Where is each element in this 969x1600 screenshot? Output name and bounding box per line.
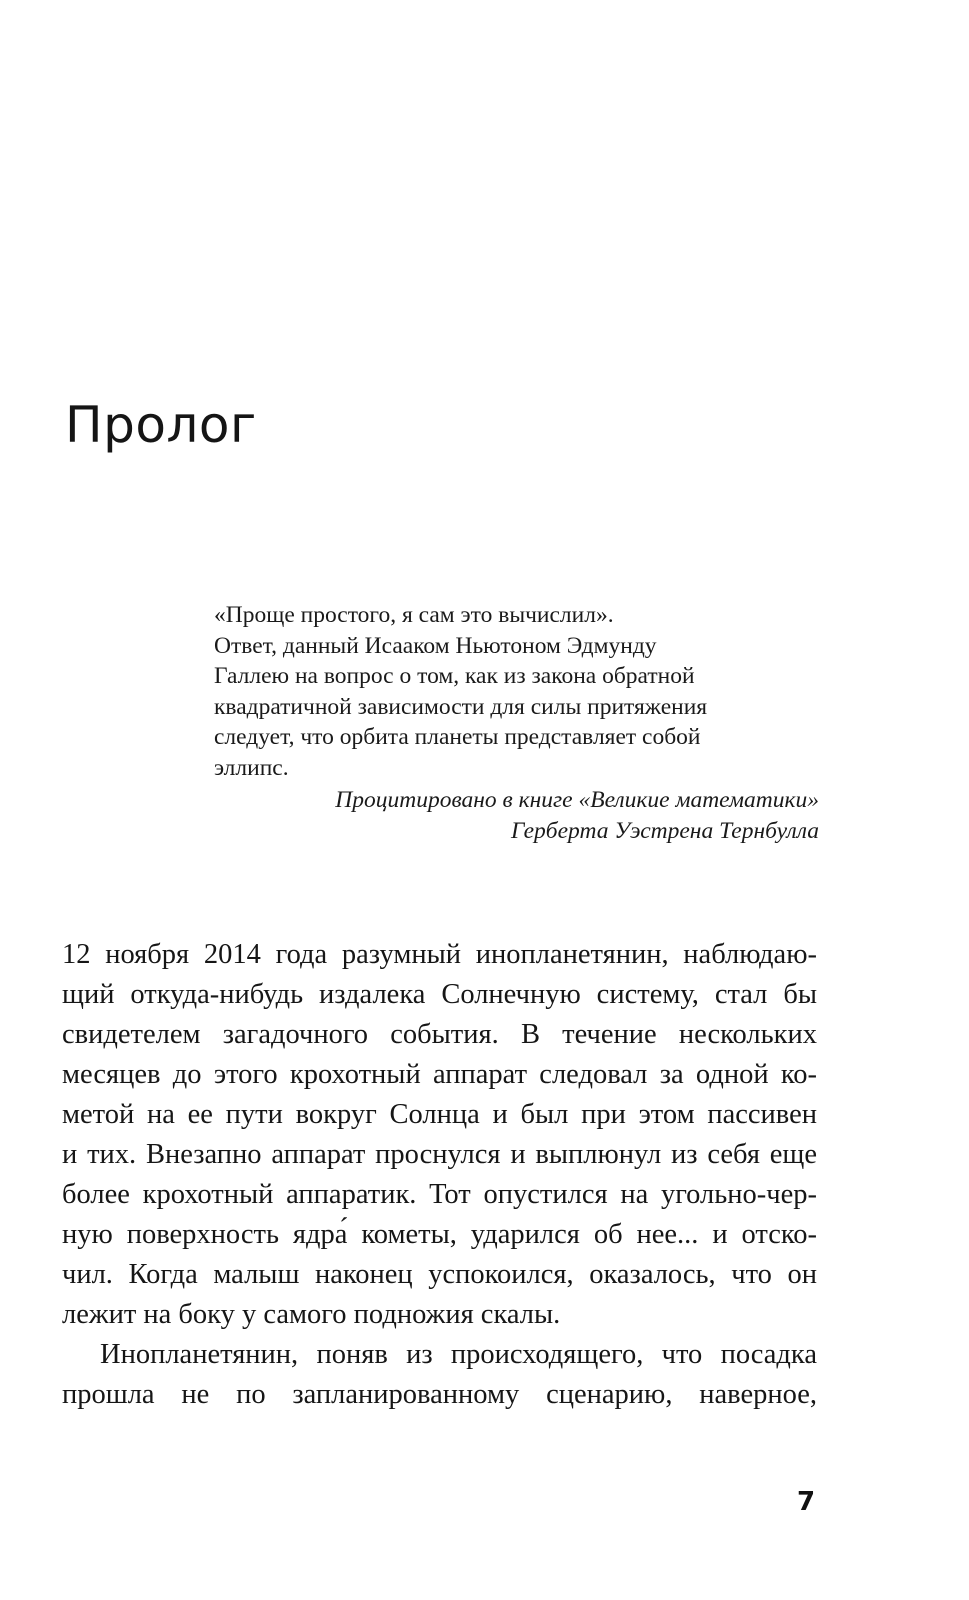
text-line: более крохотный аппаратик. Тот опустился на угольно-чер-	[62, 1179, 817, 1210]
paragraph	[62, 1335, 817, 1415]
text-line: чил. Когда малыш наконец успокоился, оказалось, что он	[62, 1259, 817, 1290]
text-line: ную поверхность ядра́ кометы, ударился об нее... и отско-	[62, 1219, 817, 1250]
text-line: метой на ее пути вокруг Солнца и был при этом пассивен	[62, 1099, 817, 1130]
epigraph-attribution	[214, 785, 819, 846]
epigraph-line: квадратичной зависимости для силы притяжения	[214, 693, 708, 720]
text-line: свидетелем загадочного события. В течение нескольких	[62, 1019, 817, 1050]
epigraph-line: Галлею на вопрос о том, как из закона обратной	[214, 663, 695, 689]
epigraph-line: следует, что орбита планеты представляет собой	[214, 724, 701, 750]
page-number: 7	[797, 1487, 816, 1517]
text-line: лежит на боку у самого подножия скалы.	[62, 1299, 561, 1330]
chapter-title: Пролог	[65, 396, 257, 454]
attribution-line: Герберта Уэстрена Тернбулла	[510, 817, 819, 844]
epigraph	[214, 600, 819, 846]
epigraph-line: эллипс.	[214, 754, 289, 781]
text-line: прошла не по запланированному сценарию, наверное,	[62, 1379, 817, 1410]
text-line: месяцев до этого крохотный аппарат следовал за одной ко-	[62, 1059, 817, 1090]
epigraph-line: Ответ, данный Исааком Ньютоном Эдмунду	[214, 632, 657, 659]
text-line: Инопланетянин, поняв из происходящего, что посадка	[100, 1339, 817, 1370]
epigraph-quote	[214, 600, 819, 783]
epigraph-line: «Проще простого, я сам это вычислил».	[214, 602, 614, 628]
body-text	[62, 935, 817, 1415]
attribution-line: Процитировано в книге «Великие математики»	[335, 787, 819, 813]
text-line: 12 ноября 2014 года разумный инопланетянин, наблюдаю-	[62, 939, 817, 970]
text-line: щий откуда-нибудь издалека Солнечную систему, стал бы	[62, 979, 817, 1010]
paragraph	[62, 935, 817, 1335]
text-line: и тих. Внезапно аппарат проснулся и выплюнул из себя еще	[62, 1139, 817, 1170]
